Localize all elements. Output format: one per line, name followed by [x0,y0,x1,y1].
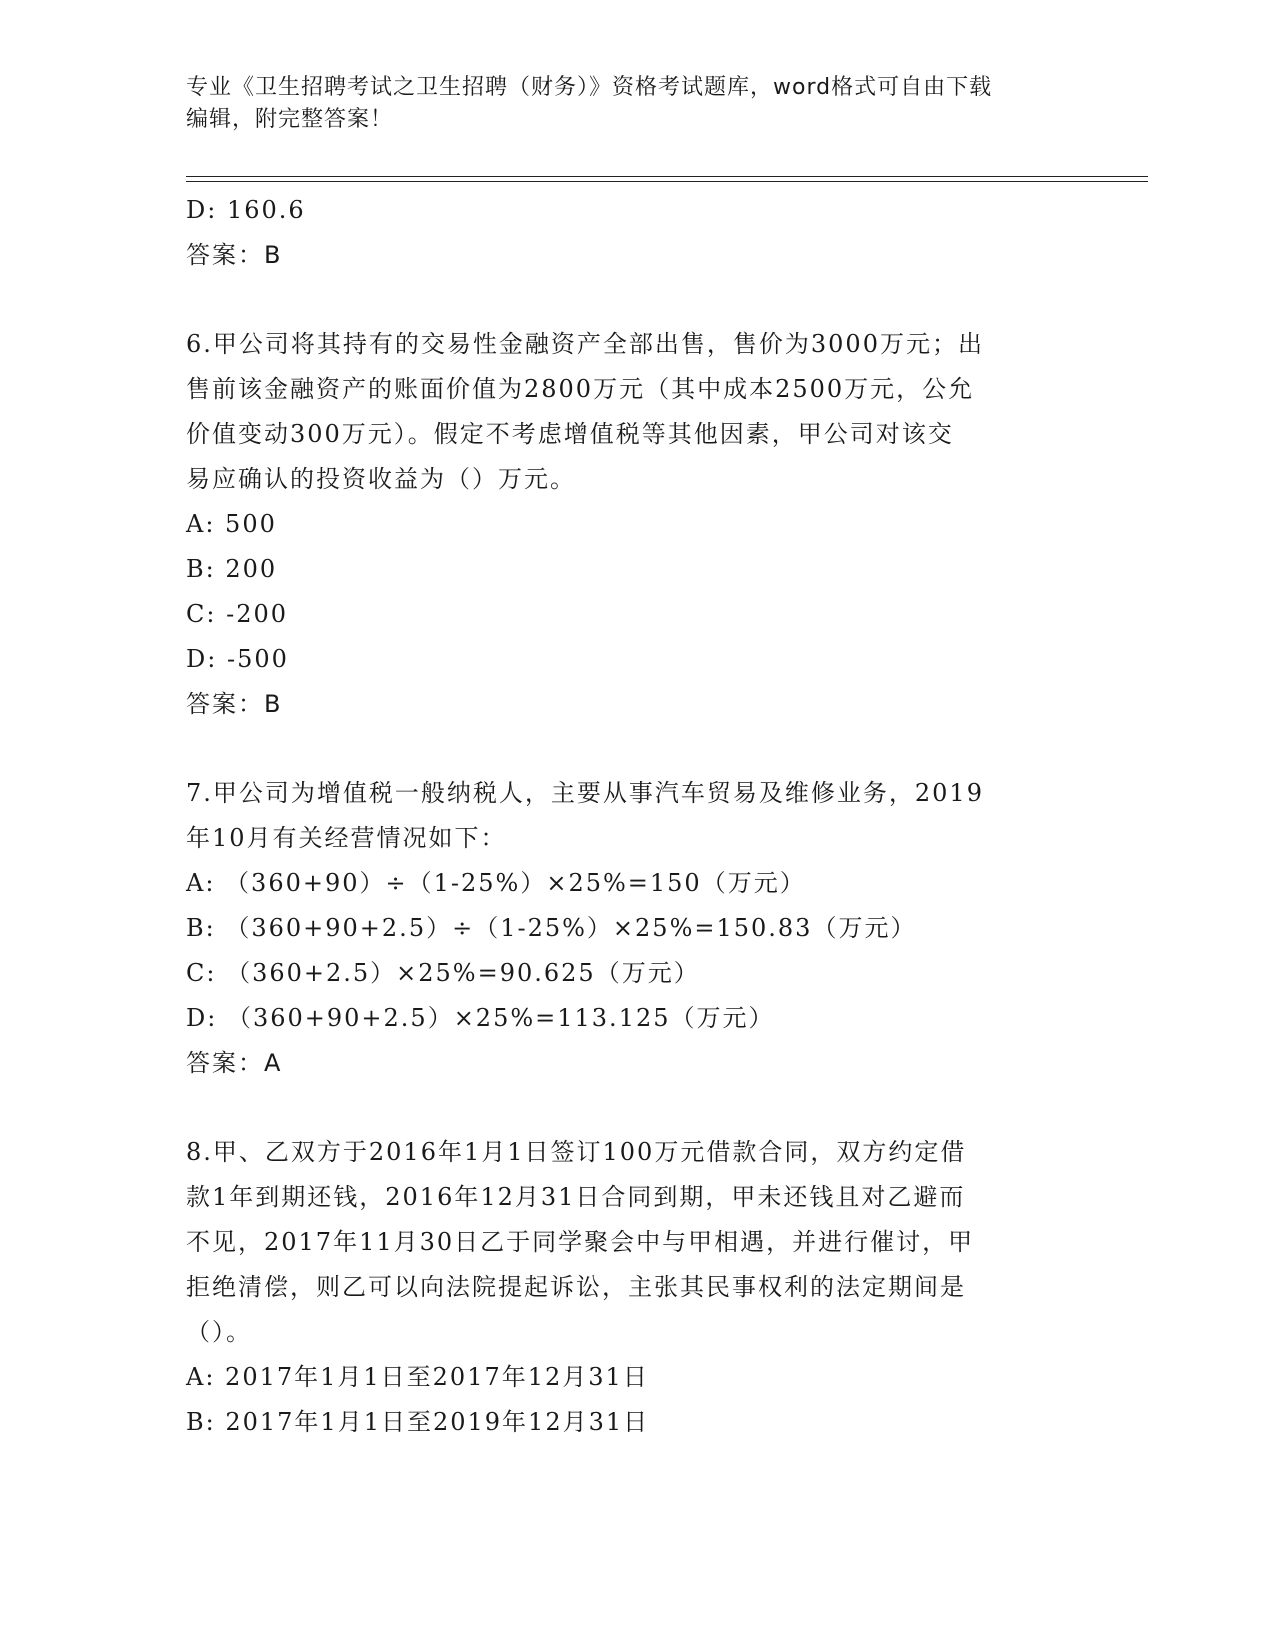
question-stem-line: 价值变动300万元）。假定不考虑增值税等其他因素，甲公司对该交 [186,420,954,448]
option-a: A: （360+90）÷（1-25%）×25%=150（万元） [186,869,806,897]
question-content [186,188,1086,1445]
option-c: C: （360+2.5）×25%=90.625（万元） [186,959,700,987]
header-line-1: 专业《卫生招聘考试之卫生招聘（财务）》资格考试题库，word格式可自由下载 [186,75,993,100]
header-line-2: 编辑，附完整答案！ [186,107,394,132]
question-stem-line: 易应确认的投资收益为（）万元。 [186,465,576,493]
question-stem-line: 年10月有关经营情况如下： [186,824,507,852]
option-b: B: 200 [186,555,278,583]
answer-line: 答案：A [186,1049,283,1077]
option-d: D: （360+90+2.5）×25%=113.125（万元） [186,1004,775,1032]
question-8 [186,1130,1086,1445]
page-header [186,72,1086,136]
question-stem-line: 6.甲公司将其持有的交易性金融资产全部出售，售价为3000万元；出 [186,330,984,358]
question-stem-line: （）。 [186,1318,252,1346]
header-divider-top [186,176,1148,177]
question-stem-line: 7.甲公司为增值税一般纳税人，主要从事汽车贸易及维修业务，2019 [186,779,984,807]
option-b: B: （360+90+2.5）÷（1-25%）×25%=150.83（万元） [186,914,917,942]
previous-question-tail [186,188,1086,278]
question-stem-line: 售前该金融资产的账面价值为2800万元（其中成本2500万元，公允 [186,375,975,403]
question-stem-line: 不见，2017年11月30日乙于同学聚会中与甲相遇，并进行催讨，甲 [186,1228,975,1256]
question-6 [186,322,1086,727]
option-d: D: 160.6 [186,196,306,224]
question-7 [186,771,1086,1086]
option-a: A: 500 [186,510,277,538]
question-stem-line: 拒绝清偿，则乙可以向法院提起诉讼，主张其民事权利的法定期间是 [186,1273,966,1301]
option-d: D: -500 [186,645,289,673]
option-a: A: 2017年1月1日至2017年12月31日 [186,1363,649,1391]
question-stem-line: 8.甲、乙双方于2016年1月1日签订100万元借款合同，双方约定借 [186,1138,967,1166]
answer-line: 答案：B [186,690,283,718]
question-stem-line: 款1年到期还钱，2016年12月31日合同到期，甲未还钱且对乙避而 [186,1183,966,1211]
answer-line: 答案：B [186,241,283,269]
option-c: C: -200 [186,600,288,628]
option-b: B: 2017年1月1日至2019年12月31日 [186,1408,650,1436]
header-divider-bottom [186,181,1148,182]
